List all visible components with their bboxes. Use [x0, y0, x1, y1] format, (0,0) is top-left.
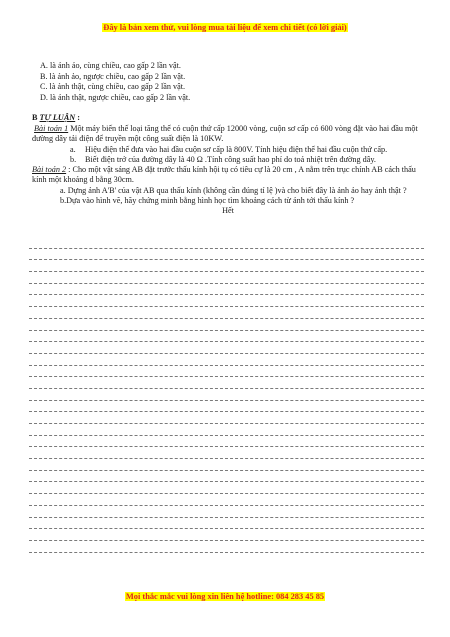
- end-marker: Hết: [222, 206, 234, 216]
- answer-line: [29, 494, 424, 506]
- answer-line: [29, 354, 424, 366]
- answer-line: [29, 389, 424, 401]
- hotline-text: Mọi thắc mắc vui lòng xin liên hệ hotline: 084 283 45 85: [125, 592, 325, 601]
- answer-line: [29, 249, 424, 261]
- problem-2-part-a: a. Dựng ảnh A'B' của vật AB qua thấu kính (không cần đúng tỉ lệ )và cho biết đây là ảnh ảo hay ảnh thật ?: [60, 185, 407, 195]
- answer-line: [29, 424, 424, 436]
- answer-line: [29, 366, 424, 378]
- answer-line: [29, 506, 424, 518]
- item-a-label: a.: [70, 144, 76, 154]
- section-suffix: :: [75, 113, 80, 122]
- answer-line: [29, 541, 424, 553]
- answer-line: [29, 319, 424, 331]
- problem-2-text: : Cho một vật sáng AB đặt trước thấu kính hội tụ có tiêu cự là 20 cm , A nằm trên trục chính AB cách thấu kính một khoảng d bằng 30cm.: [32, 165, 416, 185]
- answer-line: [29, 412, 424, 424]
- answer-line: [29, 284, 424, 296]
- item-b-label: b.: [70, 154, 77, 164]
- preview-notice-banner: [0, 22, 450, 34]
- preview-notice-text: Đây là bản xem thử, vui lòng mua tài liệu để xem chi tiết (có lời giải): [103, 23, 347, 32]
- problem-2-label: Bài toán 2: [32, 165, 67, 175]
- problem-1-item-a: [32, 145, 424, 155]
- option-b: B. là ảnh ảo, ngược chiều, cao gấp 2 lần vật.: [40, 71, 186, 81]
- section-title: TỰ LUẬN: [39, 113, 76, 122]
- answer-line: [29, 377, 424, 389]
- problem-1-item-b: [32, 155, 424, 165]
- problem-2: [32, 165, 424, 186]
- item-b-text: Biết điện trở của đường dây là 40 Ω .Tính công suất hao phí do toả nhiệt trên đường dây.: [85, 154, 376, 164]
- answer-line: [29, 529, 424, 541]
- answer-lines: [29, 237, 424, 553]
- answer-line: [29, 518, 424, 530]
- answer-line: [29, 482, 424, 494]
- answer-line: [29, 342, 424, 354]
- answer-line: [29, 401, 424, 413]
- answer-line: [29, 447, 424, 459]
- section-heading: [32, 113, 80, 122]
- problem-1-text: Một máy biến thế loại tăng thế có cuộn thứ cấp 12000 vòng, cuộn sơ cấp có 600 vòng đặt vào hai đầu một đường dây tải điện để truyền một công suất điện là 10KW.: [32, 124, 418, 144]
- problem-2-part-b: b.Dựa vào hình vẽ, hãy chứng minh bằng hình học tìm khoảng cách từ ảnh tới thấu kính ?: [60, 196, 355, 206]
- answer-line: [29, 237, 424, 249]
- essay-section: [32, 124, 424, 217]
- option-a: A. là ảnh ảo, cùng chiều, cao gấp 2 lần vật.: [40, 61, 181, 70]
- option-d: D. là ảnh thật, ngược chiều, cao gấp 2 lần vật.: [40, 92, 191, 102]
- answer-line: [29, 436, 424, 448]
- section-letter: B: [32, 113, 38, 122]
- answer-line: [29, 295, 424, 307]
- answer-options: [40, 61, 190, 103]
- problem-1: [32, 124, 424, 145]
- item-a-text: Hiệu điện thế đưa vào hai đầu cuộn sơ cấp là 800V. Tính hiệu điện thế hai đầu cuộn thứ cấp.: [85, 144, 388, 154]
- hotline-banner: [0, 591, 450, 603]
- answer-line: [29, 331, 424, 343]
- problem-1-label: Bài toán 1: [34, 124, 69, 133]
- option-c: C. là ảnh thật, cùng chiều, cao gấp 2 lần vật.: [40, 82, 186, 92]
- answer-line: [29, 272, 424, 284]
- answer-line: [29, 471, 424, 483]
- answer-line: [29, 260, 424, 272]
- answer-line: [29, 459, 424, 471]
- answer-line: [29, 307, 424, 319]
